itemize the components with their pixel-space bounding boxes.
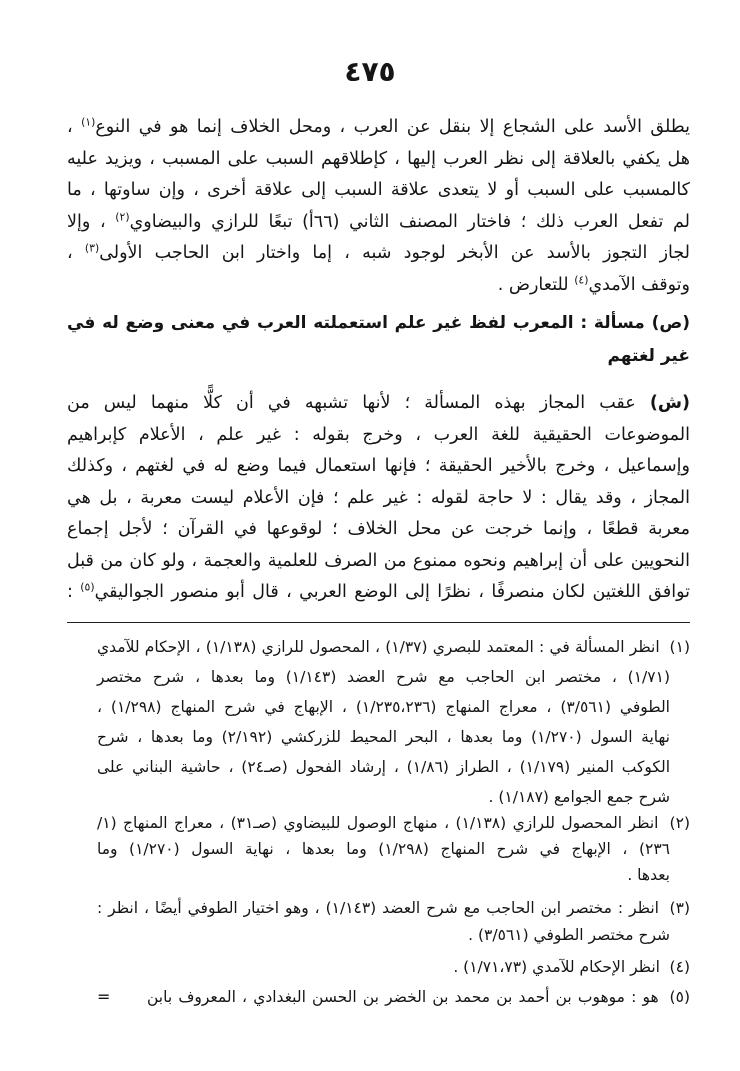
commentary-paragraph: [67, 388, 690, 609]
footnote-line: شرح جمع الجوامع (١/١٨٧) .: [488, 788, 670, 806]
paragraph: [67, 112, 690, 301]
text-line: الموضوعات الحقيقية للغة العرب ، وخرج بقوله : غير علم ، الأعلام كإبراهيم: [67, 424, 690, 445]
text-segment: انظر الإحكام للآمدي (١/٧١،٧٣) .: [453, 958, 660, 976]
footnote-marker: (٥): [669, 988, 690, 1006]
footnote-line: (١/٧١) ، مختصر ابن الحاجب مع شرح العضد (١/١٤٣) وما بعدها ، شرح مختصر: [97, 668, 670, 686]
text-segment: عقب المجاز بهذه المسألة ؛ لأنها تشبهه في أن كلًّا منهما ليس من: [67, 393, 636, 413]
footnote-reference: (٥): [80, 580, 95, 594]
text-line: [67, 388, 690, 420]
text-line: [67, 112, 690, 144]
text-line: [67, 270, 690, 302]
footnote-marker: (٣): [669, 899, 690, 917]
footnote: [97, 983, 690, 1011]
heading-line: غير لغتهم: [607, 346, 690, 366]
text-segment: ،: [67, 117, 73, 137]
text-line: [67, 207, 690, 239]
footnote-line: [97, 810, 690, 836]
text-segment: انظر المسألة في : المعتمد للبصري (١/٣٧) ، المحصول للرازي (١/١٣٨) ، الإحكام للآمدي: [97, 638, 660, 656]
footnote: [97, 810, 690, 888]
text-line: المجاز ، وقد يقال : لا حاجة لقوله : غير علم ؛ فإن الأعلام ليست معربة ، بل هي: [67, 487, 690, 508]
footnote-line: [97, 632, 690, 662]
text-segment: وتوقف الآمدي: [588, 274, 690, 295]
text-segment: توافق اللغتين لكان منصرفًا ، نظرًا إلى الوضع العربي ، قال أبو منصور الجواليقي: [94, 582, 690, 602]
text-line: كالمسبب على السبب أو لا يتعدى علاقة السبب إلى علاقة أخرى ، وإن ساوتها ، ما: [67, 180, 690, 200]
footnote-reference: (٣): [84, 241, 100, 255]
page-number: ٤٧٥: [344, 55, 396, 88]
footnote-reference: (١): [81, 115, 96, 129]
heading-line: (ص) مسألة : المعرب لفظ غير علم استعملته العرب في معنى وضع له في: [67, 313, 690, 333]
footnote: [97, 632, 690, 812]
footnote-line: ٢٣٦) ، الإبهاج في شرح المنهاج (١/٢٩٨) وما بعدها ، نهاية السول (١/٢٧٠) وما: [97, 840, 670, 858]
text-line: معربة قطعًا ، وإنما خرجت عن محل الخلاف ؛ لوقوعها في القرآن ؛ لأجل إجماع: [67, 519, 690, 539]
text-segment: هو : موهوب بن أحمد بن محمد بن الخضر بن الحسن البغدادي ، المعروف بابن: [147, 988, 659, 1006]
text-line: النحويين على أن إبراهيم ونحوه ممنوع من الصرف للعلمية والعجمة ، ولو كان من قبل: [67, 550, 690, 571]
footnote-line: نهاية السول (١/٢٧٠) وما بعدها ، البحر المحيط للزركشي (٢/١٩٢) وما بعدها ، شرح: [97, 728, 670, 746]
footnote: [97, 895, 690, 949]
text-segment: :: [67, 582, 73, 602]
text-segment: لم تفعل العرب ذلك ؛ فاختار المصنف الثاني (٦٦أ) تبعًا للرازي والبيضاوي: [129, 211, 690, 232]
footnote-line: [97, 895, 690, 922]
text-segment: ،: [67, 243, 73, 263]
text-segment: لجاز التجوز بالأسد عن الأبخر لوجود شبه ، إما واختار ابن الحاجب الأولى: [99, 243, 690, 263]
footnote-marker: (٤): [669, 958, 690, 976]
text-segment: انظر المحصول للرازي (١/١٣٨) ، منهاج الوصول للبيضاوي (صـ٣١) ، معراج المنهاج (١/: [97, 814, 659, 832]
footnote: [97, 953, 690, 981]
issue-heading: [67, 307, 690, 373]
text-segment: يطلق الأسد على الشجاع إلا بنقل عن العرب ، ومحل الخلاف إنما هو في النوع: [95, 117, 690, 137]
footnote-marker: (٢): [669, 814, 690, 832]
footnote-line: الطوفي (٣/٥٦١) ، معراج المنهاج (١/٢٣٥،٢٣٦) ، الإبهاج في شرح المنهاج (١/٢٩٨) ،: [97, 698, 670, 716]
footnote-line: شرح مختصر الطوفي (٣/٥٦١) .: [468, 926, 670, 944]
footnote-line: [97, 953, 690, 981]
footnote-separator: [67, 622, 690, 623]
text-segment: ، وإلا: [67, 211, 106, 232]
footnote-line: الكوكب المنير (١/١٧٩) ، الطراز (١/٨٦) ، إرشاد الفحول (صـ٢٤) ، حاشية البناني على: [97, 758, 670, 776]
footnote-marker: (١): [669, 638, 690, 656]
footnote-reference: (٢): [115, 210, 130, 223]
text-line: [67, 238, 690, 270]
footnote-line: [147, 983, 690, 1011]
text-segment: للتعارض .: [497, 274, 569, 295]
commentary-marker: (ش): [649, 393, 690, 413]
continuation-mark: =: [97, 987, 111, 1006]
text-line: وإسماعيل ، وخرج بالأخير الحقيقة ؛ فإنها استعمال فيما وضع له في لغتهم ، وكذلك: [67, 456, 690, 476]
text-segment: انظر : مختصر ابن الحاجب مع شرح العضد (١/١٤٣) ، وهو اختيار الطوفي أيضًا ، انظر :: [97, 899, 659, 917]
footnote-line: بعدها .: [627, 866, 670, 884]
footnote-reference: (٤): [574, 273, 589, 286]
text-line: [67, 577, 690, 609]
text-line: هل يكفي بالعلاقة إلى نظر العرب إليها ، كإطلاقهم السبب على المسبب ، ويزيد عليه: [67, 148, 690, 169]
